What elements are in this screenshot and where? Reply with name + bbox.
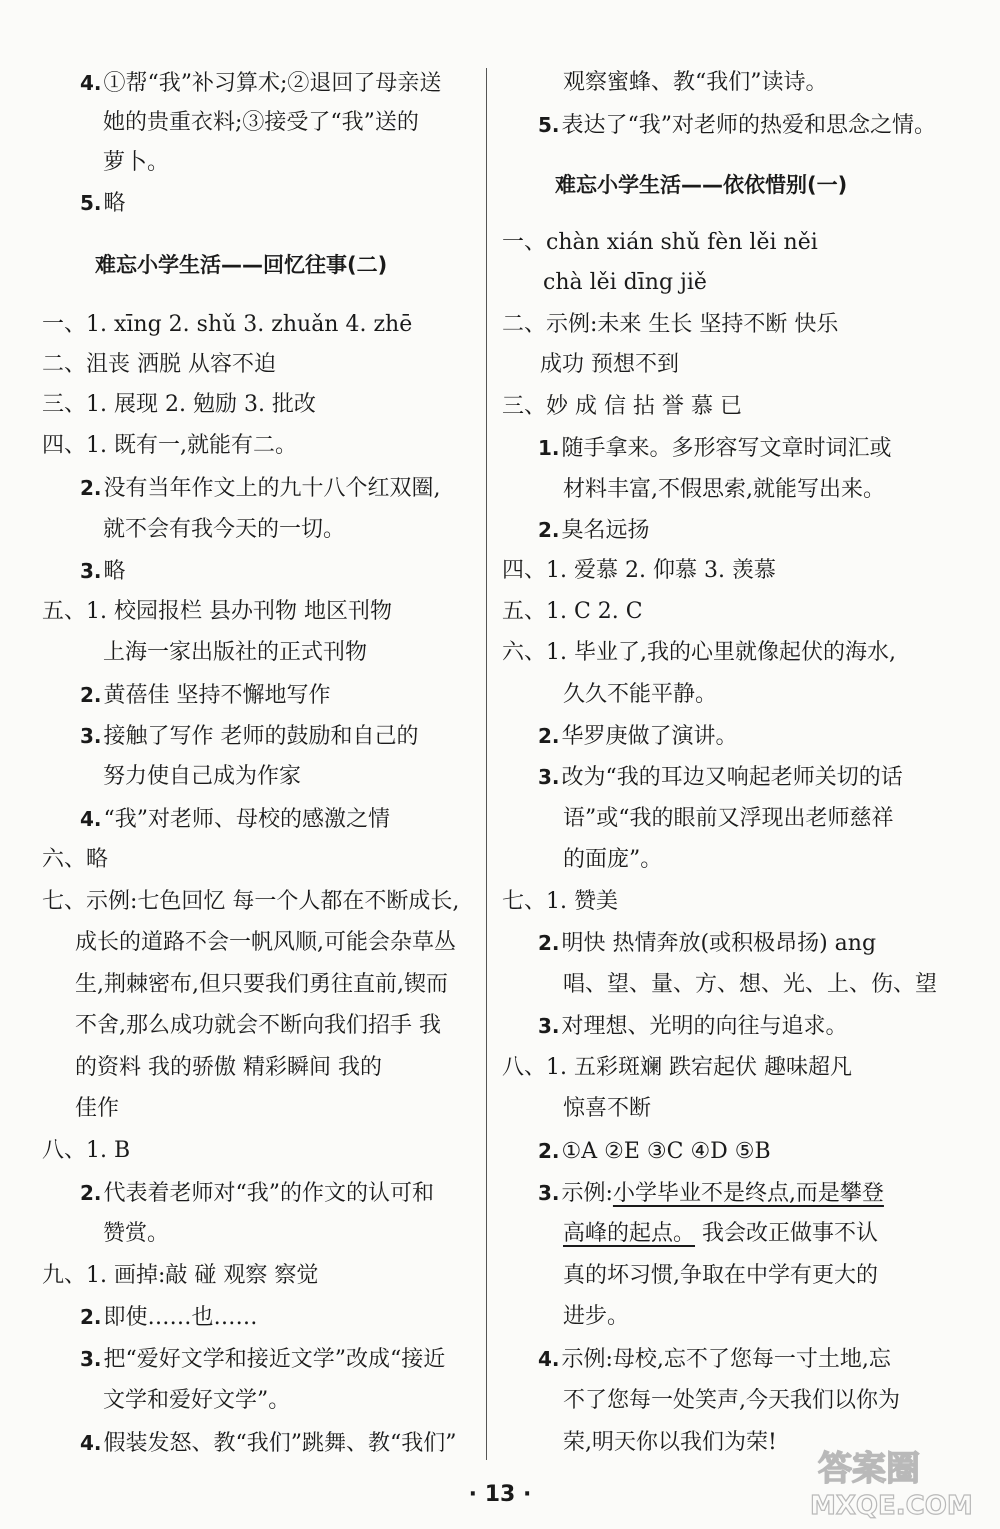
answer-line — [103, 1386, 290, 1416]
answer-text: 表达了“我”对老师的热爱和思念之情。 — [561, 113, 937, 138]
answer-text: 二、沮丧 洒脱 从容不迫 — [42, 352, 276, 377]
answer-line — [502, 597, 643, 627]
answer-text: 二、示例:未来 生长 坚持不断 快乐 — [502, 312, 839, 337]
answer-text: 八、1. B — [42, 1138, 131, 1163]
item-number: 2. — [538, 518, 560, 542]
answer-text: 成长的道路不会一帆风顺,可能会杂草丛 — [75, 930, 456, 955]
answer-line — [42, 310, 412, 340]
answer-line — [540, 350, 679, 380]
answer-line — [543, 268, 707, 298]
answer-text: 七、示例:七色回忆 每一个人都在不断成长, — [42, 889, 460, 914]
watermark-logo — [800, 1440, 990, 1520]
answer-line — [103, 148, 169, 178]
answer-text: 五、1. 校园报栏 县办刊物 地区刊物 — [42, 599, 392, 624]
answer-text: 没有当年作文上的九十八个红双圈, — [103, 476, 441, 501]
item-number: 2. — [80, 1181, 102, 1205]
answer-text: 材料丰富,不假思索,就能写出来。 — [563, 477, 885, 502]
answer-line — [103, 108, 419, 138]
answer-text: 一、1. xīng 2. shǔ 3. zhuǎn 4. zhē — [42, 312, 413, 337]
answer-text: 随手拿来。多形容写文章时词汇或 — [561, 436, 892, 461]
answer-line — [80, 721, 419, 752]
answer-line — [80, 68, 441, 99]
answer-line — [80, 804, 390, 835]
answer-text: 三、妙 成 信 拈 誉 慕 已 — [502, 394, 742, 419]
answer-text: 真的坏习惯,争取在中学有更大的 — [563, 1263, 878, 1288]
answer-line — [80, 1428, 457, 1459]
answer-line — [42, 1261, 318, 1291]
answer-text: 她的贵重衣料;③接受了“我”送的 — [103, 110, 419, 135]
answer-line — [502, 310, 838, 340]
answer-line — [75, 1094, 119, 1124]
answer-text: 九、1. 画掉:敲 碰 观察 察觉 — [42, 1263, 319, 1288]
answer-text: ①帮“我”补习算术;②退回了母亲送 — [103, 71, 442, 96]
item-number: 2. — [80, 1305, 102, 1329]
answer-text: 黄蓓佳 坚持不懈地写作 — [103, 683, 331, 708]
answer-line — [538, 1344, 891, 1375]
answer-text: 惊喜不断 — [563, 1096, 652, 1121]
answer-text: “我”对老师、母校的感激之情 — [103, 807, 391, 832]
item-number: 3. — [538, 765, 560, 789]
answer-text: 六、略 — [42, 847, 109, 872]
answer-line — [80, 188, 126, 219]
answer-text: 久久不能平静。 — [563, 682, 718, 707]
answer-line — [42, 1136, 130, 1166]
item-number: 3. — [80, 724, 102, 748]
answer-text: 难忘小学生活——依依惜别(一) — [555, 173, 848, 197]
answer-line — [563, 680, 717, 710]
answer-text: 萝卜。 — [103, 150, 170, 175]
answer-text: 八、1. 五彩斑斓 跌宕起伏 趣味超凡 — [502, 1055, 852, 1080]
item-number: 2. — [538, 1139, 560, 1163]
answer-text: 努力使自己成为作家 — [103, 764, 302, 789]
answer-line — [80, 473, 441, 504]
answer-text: 略 — [103, 559, 126, 584]
answer-line — [538, 1011, 848, 1042]
answer-line — [538, 1178, 884, 1209]
answer-line — [563, 1219, 878, 1249]
answer-line — [80, 680, 331, 711]
item-number: 5. — [538, 113, 560, 137]
answer-line — [538, 762, 903, 793]
section-title — [95, 250, 387, 280]
answer-line — [563, 1094, 651, 1124]
answer-line — [563, 1261, 878, 1291]
answer-text: 荣,明天你以我们为荣! — [563, 1430, 777, 1455]
answer-text: 唱、望、量、方、想、光、上、伤、望 — [563, 972, 938, 997]
answer-line — [80, 556, 126, 587]
answer-line — [502, 1053, 852, 1083]
answer-text: 四、1. 爱慕 2. 仰慕 3. 羡慕 — [502, 558, 776, 583]
answer-text: 成功 预想不到 — [540, 352, 679, 377]
answer-text: 赞赏。 — [103, 1221, 170, 1246]
answer-text: 四、1. 既有一,就能有二。 — [42, 433, 297, 458]
item-number: 3. — [80, 1347, 102, 1371]
answer-line — [42, 845, 108, 875]
answer-line — [538, 721, 738, 752]
item-number: 1. — [538, 436, 560, 460]
item-number: 3. — [538, 1014, 560, 1038]
answer-text: 华罗庚做了演讲。 — [561, 724, 738, 749]
answer-line — [103, 638, 367, 668]
answer-line — [103, 1219, 169, 1249]
answer-text: 明快 热情奔放(或积极昂扬) ang — [561, 931, 877, 956]
page-number: · 13 · — [468, 1482, 532, 1507]
answer-line — [563, 804, 894, 834]
answer-text: chà lěi dīng jiě — [543, 270, 707, 295]
answer-text: 不了您每一处笑声,今天我们以你为 — [563, 1388, 900, 1413]
answer-text: 的资料 我的骄傲 精彩瞬间 我的 — [75, 1055, 382, 1080]
item-number: 4. — [80, 1431, 102, 1455]
answer-line — [80, 1178, 434, 1209]
item-number: 2. — [538, 931, 560, 955]
answer-line — [563, 68, 828, 98]
item-number: 5. — [80, 191, 102, 215]
item-number: 2. — [80, 476, 102, 500]
answer-text: 示例:母校,忘不了您每一寸土地,忘 — [561, 1347, 891, 1372]
answer-text: 即使……也…… — [103, 1305, 258, 1330]
answer-line — [42, 597, 392, 627]
answer-line — [563, 1428, 777, 1458]
answer-text: 的面庞”。 — [563, 847, 663, 872]
answer-text: 生,荆棘密布,但只要我们勇往直前,锲而 — [75, 972, 448, 997]
answer-text: 五、1. C 2. C — [502, 599, 643, 624]
answer-text: 把“爱好文学和接近文学”改成“接近 — [103, 1347, 446, 1372]
answer-text: 进步。 — [563, 1304, 630, 1329]
answer-line — [538, 110, 936, 141]
answer-text: 三、1. 展现 2. 勉励 3. 批改 — [42, 392, 316, 417]
answer-text: 代表着老师对“我”的作文的认可和 — [103, 1181, 435, 1206]
answer-text: 就不会有我今天的一切。 — [103, 517, 346, 542]
answer-text: 观察蜜蜂、教“我们”读诗。 — [563, 70, 828, 95]
answer-line — [502, 887, 618, 917]
answer-line — [42, 390, 316, 420]
answer-text: 一、chàn xián shǔ fèn lěi něi — [502, 230, 818, 255]
answer-line — [80, 1344, 445, 1375]
item-number: 3. — [538, 1181, 560, 1205]
answer-text: 对理想、光明的向往与追求。 — [561, 1014, 848, 1039]
answer-text: 佳作 — [75, 1096, 120, 1121]
watermark-url: MXQE.COM — [810, 1491, 973, 1520]
answer-text: ①A ②E ③C ④D ⑤B — [561, 1139, 771, 1164]
answer-line — [502, 228, 818, 258]
answer-text: 我会改正做事不认 — [695, 1221, 879, 1246]
answer-text: 难忘小学生活——回忆往事(二) — [95, 253, 388, 277]
answer-line — [538, 433, 892, 464]
answer-line — [563, 845, 662, 875]
answer-line — [42, 887, 459, 917]
answer-line — [75, 928, 456, 958]
column-divider — [486, 68, 487, 1460]
item-number: 3. — [80, 559, 102, 583]
answer-line — [103, 762, 301, 792]
underlined-answer: 小学毕业不是终点,而是攀登 — [612, 1181, 884, 1206]
answer-text: 假装发怒、教“我们”跳舞、教“我们” — [103, 1431, 457, 1456]
answer-line — [103, 515, 345, 545]
answer-line — [75, 970, 448, 1000]
item-number: 4. — [80, 71, 102, 95]
answer-line — [538, 1136, 771, 1167]
answer-line — [538, 515, 650, 546]
item-number: 4. — [538, 1347, 560, 1371]
answer-text: 示例: — [561, 1181, 613, 1206]
item-number: 2. — [538, 724, 560, 748]
answer-text: 接触了写作 老师的鼓励和自己的 — [103, 724, 419, 749]
item-number: 2. — [80, 683, 102, 707]
answer-line — [42, 350, 276, 380]
answer-line — [80, 1302, 258, 1333]
answer-text: 臭名远扬 — [561, 518, 650, 543]
answer-line — [563, 1302, 629, 1332]
item-number: 4. — [80, 807, 102, 831]
answer-text: 七、1. 赞美 — [502, 889, 618, 914]
answer-line — [502, 556, 776, 586]
answer-line — [502, 638, 896, 668]
answer-text: 上海一家出版社的正式刊物 — [103, 640, 368, 665]
answer-text: 不舍,那么成功就会不断向我们招手 我 — [75, 1013, 441, 1038]
answer-line — [502, 392, 742, 422]
answer-line — [75, 1011, 441, 1041]
answer-line — [42, 431, 297, 461]
answer-line — [563, 475, 885, 505]
answer-text: 语”或“我的眼前又浮现出老师慈祥 — [563, 806, 894, 831]
underlined-answer: 高峰的起点。 — [563, 1221, 696, 1246]
section-title — [555, 170, 847, 200]
answer-line — [75, 1053, 382, 1083]
watermark-text: 答案圈 — [818, 1449, 920, 1489]
answer-text: 文学和爱好文学”。 — [103, 1388, 291, 1413]
answer-text: 六、1. 毕业了,我的心里就像起伏的海水, — [502, 640, 896, 665]
answer-text: 改为“我的耳边又响起老师关切的话 — [561, 765, 903, 790]
answer-line — [563, 1386, 900, 1416]
answer-line — [563, 970, 937, 1000]
answer-text: 略 — [103, 191, 126, 216]
answer-line — [538, 928, 876, 959]
